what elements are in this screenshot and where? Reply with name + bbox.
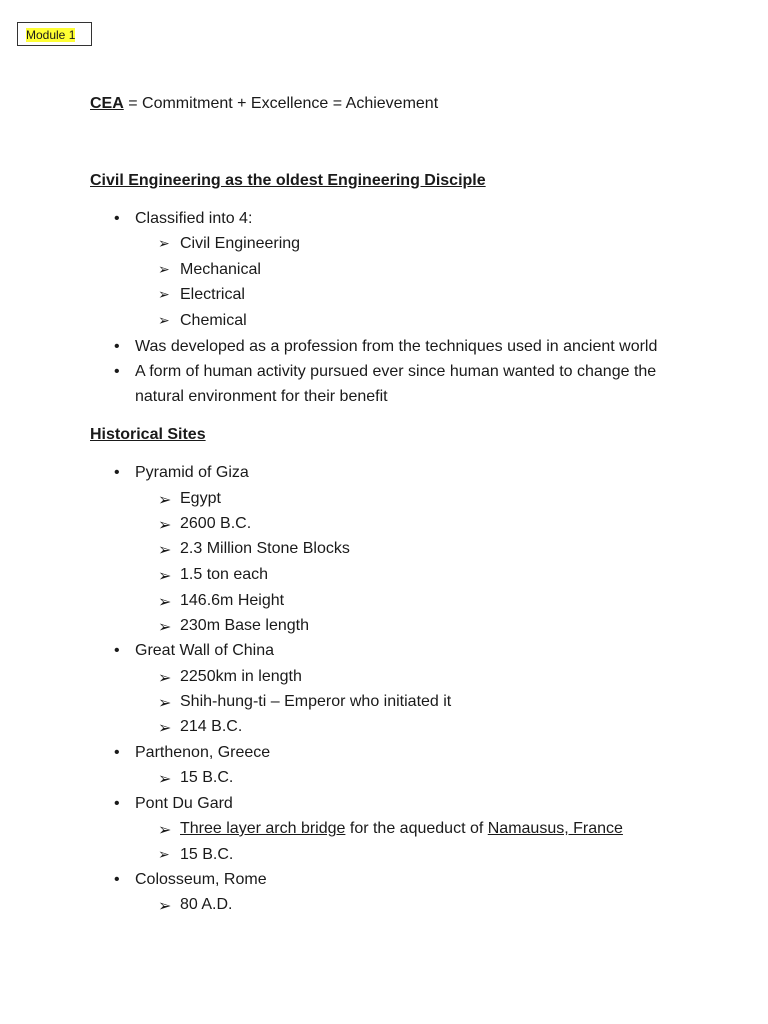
arrow-icon: ➢ <box>158 720 172 737</box>
list-item: • Was developed as a profession from the techniques used in ancient world <box>114 338 658 355</box>
arrow-icon: ➢ <box>158 619 172 636</box>
list-item-continuation: natural environment for their benefit <box>135 388 388 405</box>
list-item: • Pont Du Gard <box>114 795 233 812</box>
sub-list-item: ➢ 230m Base length <box>158 617 309 636</box>
arrow-icon: ➢ <box>158 312 170 328</box>
list-item: • Colosseum, Rome <box>114 871 267 888</box>
arrow-icon: ➢ <box>158 771 172 788</box>
bullet-icon: • <box>114 363 120 380</box>
pont-du-gard-detail-c: Namausus, France <box>487 820 623 837</box>
list-item: • Great Wall of China <box>114 642 275 659</box>
arrow-icon: ➢ <box>158 846 170 862</box>
arrow-icon: ➢ <box>158 517 172 534</box>
pont-du-gard-detail-a: Three layer arch bridge <box>180 820 346 837</box>
list-item: • Classified into 4: <box>114 210 253 227</box>
bullet-icon: • <box>114 871 120 888</box>
sub-list-item: ➢ Civil Engineering <box>158 235 301 252</box>
sub-list-item: ➢ Chemical <box>158 312 247 329</box>
arrow-icon: ➢ <box>158 670 172 687</box>
sub-list-item: ➢ 146.6m Height <box>158 592 285 611</box>
sub-list-item: ➢ Shih-hung-ti – Emperor who initiated it <box>158 693 452 712</box>
module-label: Module 1 <box>26 28 76 42</box>
bullet-icon: • <box>114 744 120 761</box>
sub-list-item: ➢ 15 B.C. <box>158 846 234 863</box>
arrow-icon: ➢ <box>158 542 172 559</box>
sub-list-item: ➢ 15 B.C. <box>158 769 234 788</box>
cea-abbr: CEA <box>90 95 124 112</box>
module-label-box <box>17 22 92 46</box>
sub-list-item: ➢ 2.3 Million Stone Blocks <box>158 540 350 559</box>
sub-list-item: ➢ Egypt <box>158 490 221 509</box>
arrow-icon: ➢ <box>158 568 172 585</box>
arrow-icon: ➢ <box>158 235 170 251</box>
list-item: • A form of human activity pursued ever since human wanted to change the <box>114 363 657 380</box>
sub-list-item: ➢ Mechanical <box>158 261 261 278</box>
arrow-icon: ➢ <box>158 695 172 712</box>
arrow-icon: ➢ <box>158 822 172 839</box>
sub-list-item: ➢ 214 B.C. <box>158 718 243 737</box>
sub-list-item: ➢ 80 A.D. <box>158 896 233 915</box>
arrow-icon: ➢ <box>158 286 170 302</box>
arrow-icon: ➢ <box>158 898 172 915</box>
sub-list-item: ➢ 2600 B.C. <box>158 515 252 534</box>
arrow-icon: ➢ <box>158 261 170 277</box>
sub-list-item <box>158 820 623 840</box>
section1-heading: Civil Engineering as the oldest Engineering Disciple <box>90 172 486 189</box>
section2-heading: Historical Sites <box>90 426 206 443</box>
list-item: • Parthenon, Greece <box>114 744 271 761</box>
cea-definition: = Commitment + Excellence = Achievement <box>123 95 439 112</box>
bullet-icon: • <box>114 795 120 812</box>
arrow-icon: ➢ <box>158 492 172 509</box>
bullet-icon: • <box>114 642 120 659</box>
list-item: • Pyramid of Giza <box>114 464 249 481</box>
bullet-icon: • <box>114 464 120 481</box>
sub-list-item: ➢ 2250km in length <box>158 668 302 687</box>
cea-line <box>90 95 438 113</box>
bullet-icon: • <box>114 338 120 355</box>
sub-list-item: ➢ 1.5 ton each <box>158 566 269 585</box>
pont-du-gard-detail-b: for the aqueduct of <box>345 820 488 837</box>
bullet-icon: • <box>114 210 120 227</box>
arrow-icon: ➢ <box>158 594 172 611</box>
sub-list-item: ➢ Electrical <box>158 286 245 303</box>
